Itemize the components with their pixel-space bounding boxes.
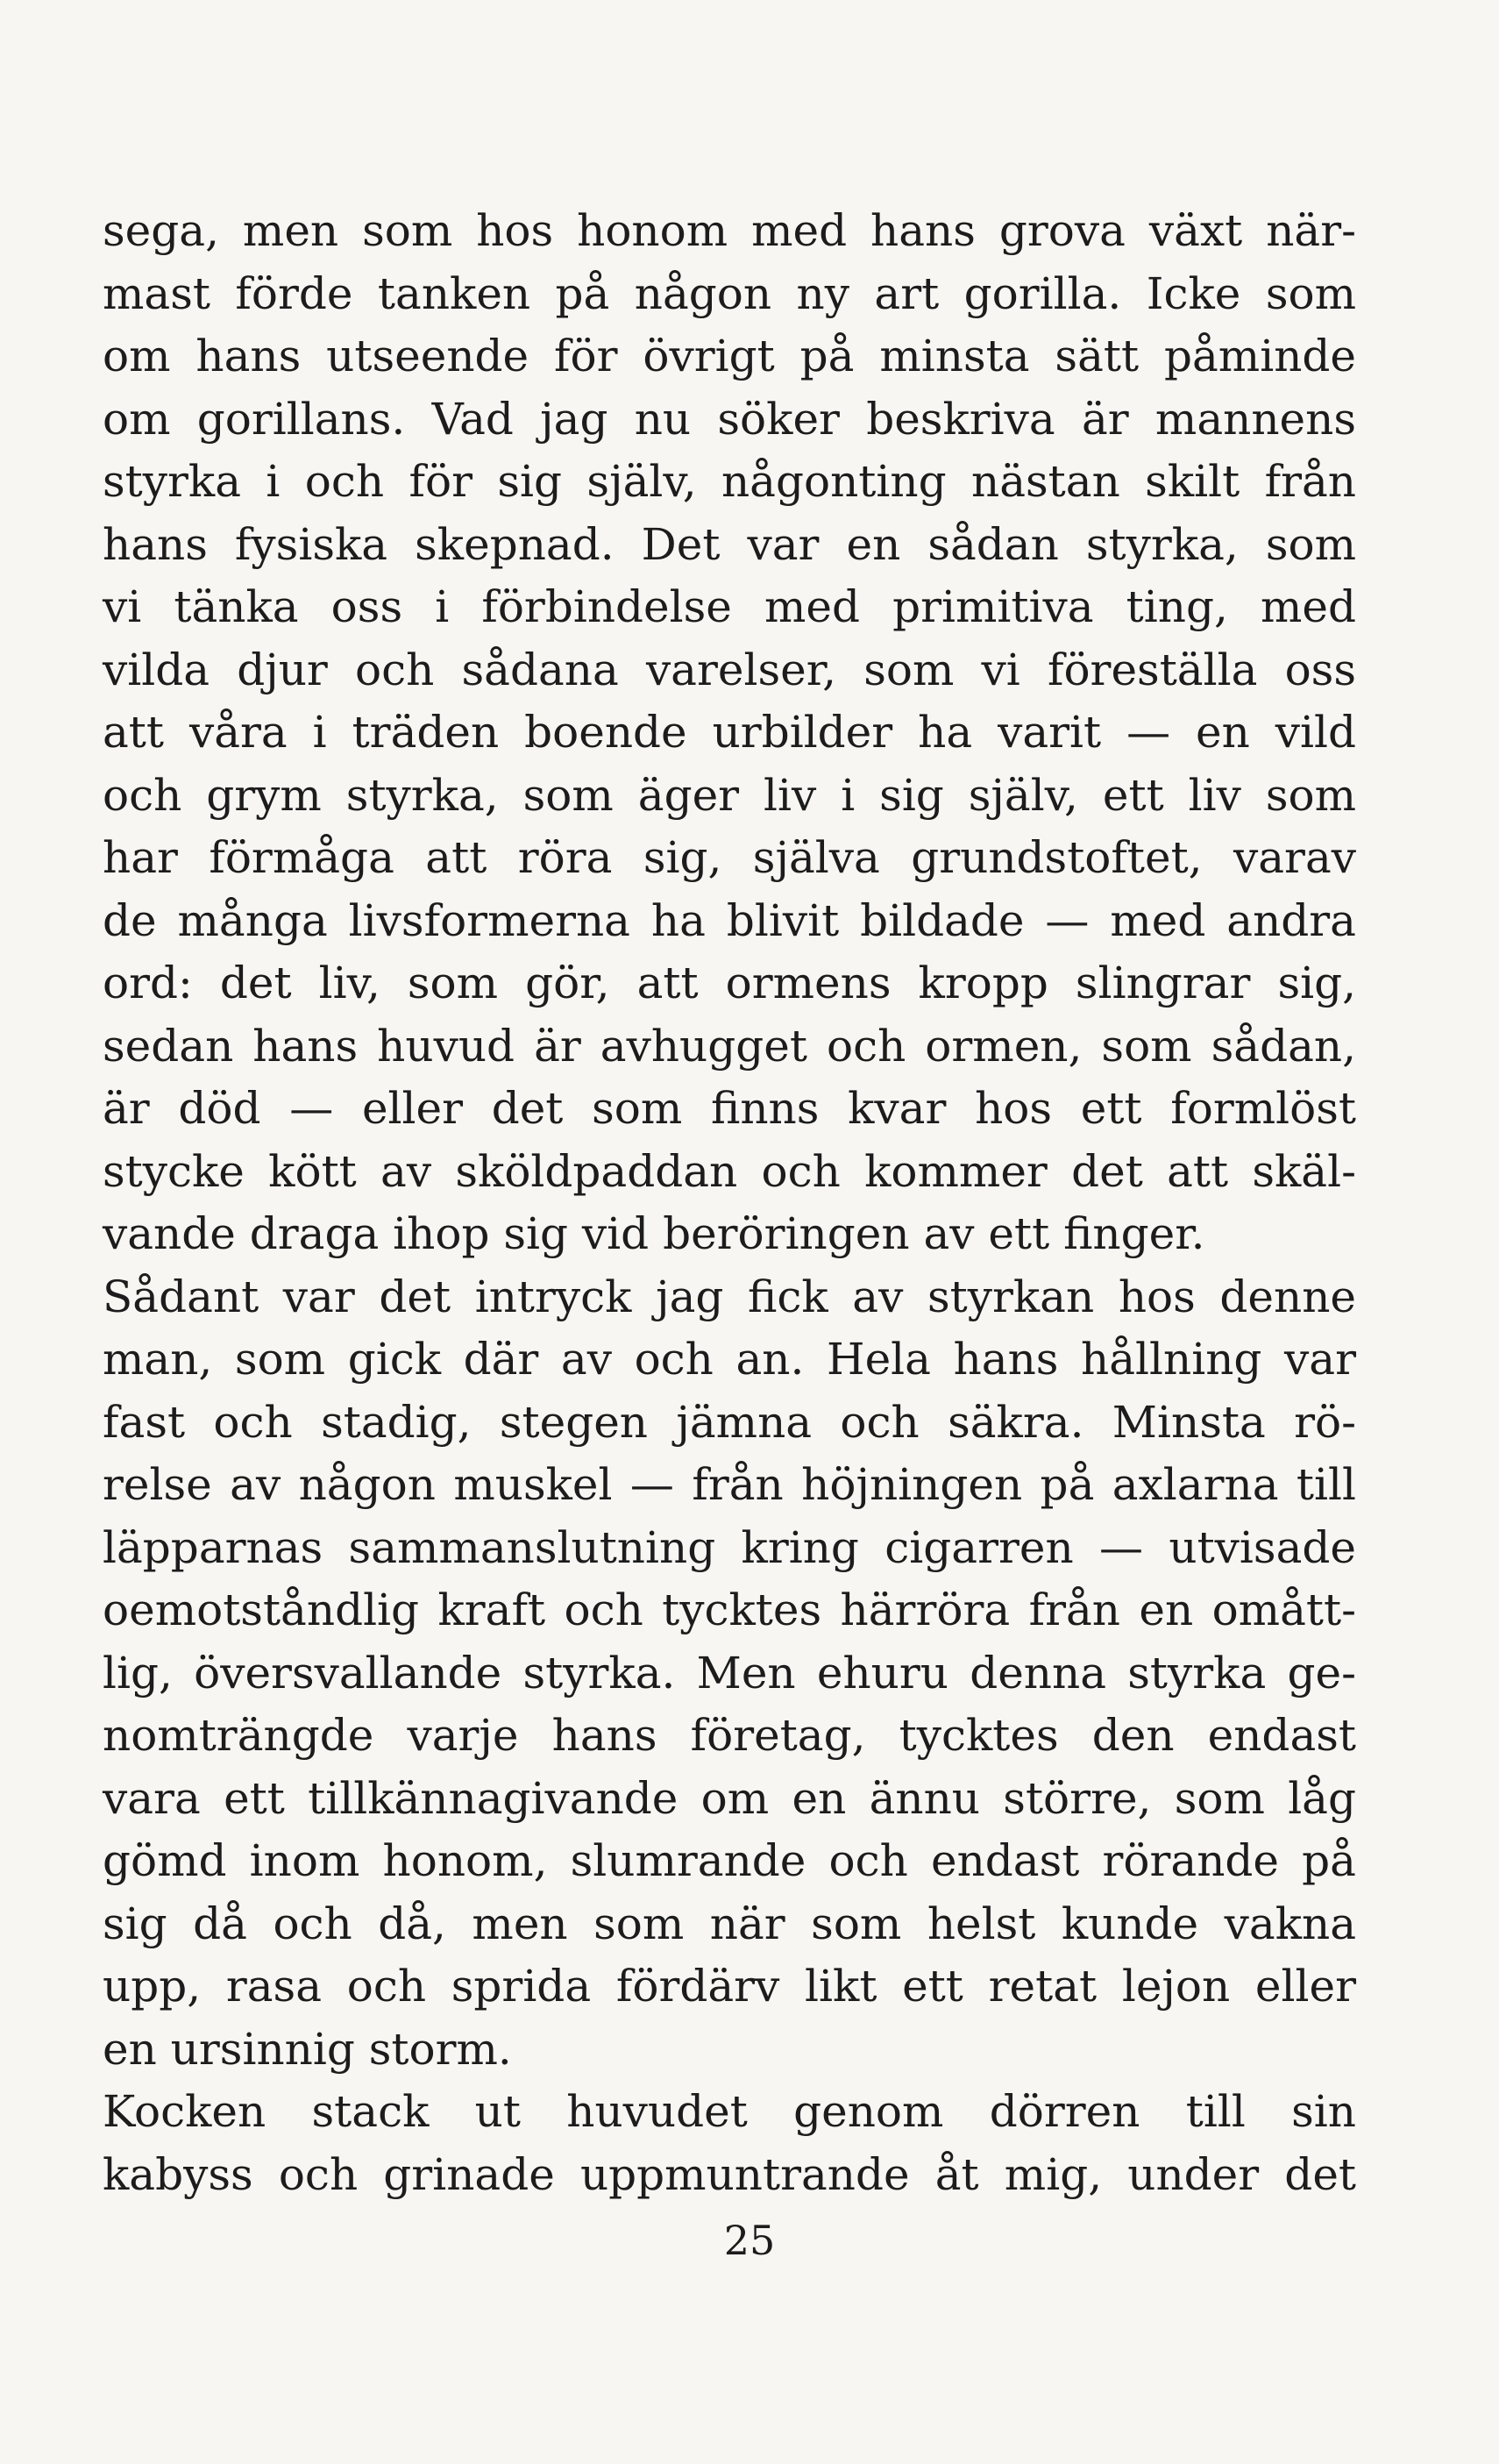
text-line: lig, översvallande styrka. Men ehuru denna styrka ge-	[103, 1647, 1356, 1698]
text-line: om gorillans. Vad jag nu söker beskriva är mannens	[103, 393, 1356, 445]
text-line: och grym styrka, som äger liv i sig själv, ett liv som	[103, 769, 1356, 821]
text-line: upp, rasa och sprida fördärv likt ett retat lejon eller	[103, 1961, 1356, 2012]
text-line: hans fysiska skepnad. Det var en sådan styrka, som	[103, 518, 1356, 570]
text-line: Kocken stack ut huvudet genom dörren till sin	[103, 2086, 1356, 2137]
paragraph-last-line: en ursinnig storm.	[103, 2023, 512, 2075]
text-line: sig då och då, men som när som helst kunde vakna	[103, 1898, 1356, 1949]
text-line: gömd inom honom, slumrande och endast rörande på	[103, 1835, 1356, 1886]
text-line: att våra i träden boende urbilder ha varit — en vild	[103, 707, 1356, 758]
text-line: sega, men som hos honom med hans grova växt när-	[103, 205, 1356, 256]
text-line: är död — eller det som finns kvar hos ett formlöst	[103, 1083, 1356, 1134]
text-line: ord: det liv, som gör, att ormens kropp slingrar sig,	[103, 958, 1356, 1008]
text-line: vara ett tillkännagivande om en ännu större, som låg	[103, 1772, 1356, 1824]
text-line: läpparnas sammanslutning kring cigarren — utvisade	[103, 1521, 1356, 1573]
text-line: fast och stadig, stegen jämna och säkra. Minsta rö-	[103, 1396, 1356, 1448]
paragraph-last-line: vande draga ihop sig vid beröringen av ett finger.	[103, 1208, 1205, 1259]
text-line: sedan hans huvud är avhugget och ormen, som sådan,	[103, 1020, 1356, 1072]
text-line: man, som gick där av och an. Hela hans hållning var	[103, 1334, 1356, 1385]
text-line: har förmåga att röra sig, själva grundstoftet, varav	[103, 832, 1356, 883]
text-line: vilda djur och sådana varelser, som vi föreställa oss	[103, 644, 1356, 695]
text-line: Sådant var det intryck jag fick av styrkan hos denne	[103, 1271, 1356, 1322]
text-line: styrka i och för sig själv, någonting nästan skilt från	[103, 456, 1356, 507]
text-line: om hans utseende för övrigt på minsta sätt påminde	[103, 331, 1356, 381]
text-line: kabyss och grinade uppmuntrande åt mig, under det	[103, 2148, 1356, 2200]
body-text	[103, 200, 1356, 2206]
text-line: oemotståndlig kraft och tycktes härröra från en omått-	[103, 1585, 1356, 1635]
text-line: stycke kött av sköldpaddan och kommer det att skäl-	[103, 1145, 1356, 1197]
text-line: vi tänka oss i förbindelse med primitiva ting, med	[103, 581, 1356, 632]
text-line: nomträngde varje hans företag, tycktes den endast	[103, 1710, 1356, 1761]
text-line: mast förde tanken på någon ny art gorilla. Icke som	[103, 267, 1356, 319]
text-line: de många livsformerna ha blivit bildade — med andra	[103, 894, 1356, 946]
text-line: relse av någon muskel — från höjningen på axlarna till	[103, 1459, 1356, 1510]
page-number: 25	[723, 2217, 776, 2264]
